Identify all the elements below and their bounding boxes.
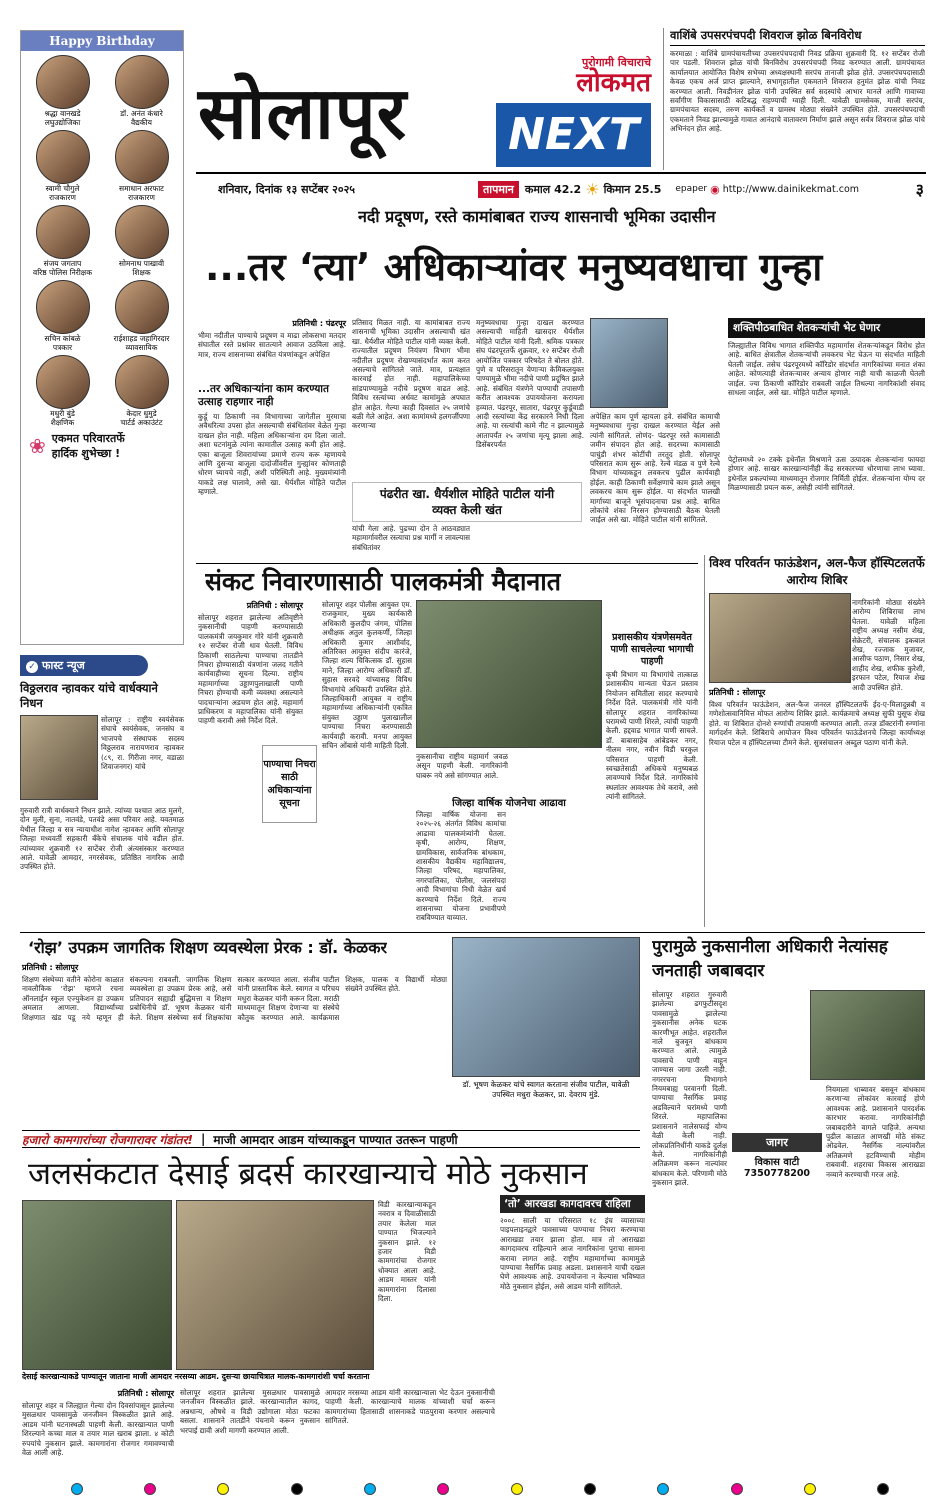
temperature-label: तापमान	[478, 181, 519, 198]
flood-headline: पुरामुळे नुकसानीला अधिकारी नेत्यांसह जनताही जबाबदार	[652, 937, 888, 981]
person-name: समाधान अरफाट	[119, 184, 164, 193]
registration-mark-icon	[511, 1483, 523, 1495]
second-col-right	[606, 600, 698, 925]
fast-news-label: फास्ट न्यूज	[42, 659, 85, 672]
masthead	[196, 55, 651, 180]
brand-logo: लोकमत	[576, 68, 651, 98]
registration-mark-icon	[217, 1483, 229, 1495]
flood-body-2	[732, 990, 807, 1125]
fast-news-body: सोलापूर : राष्ट्रीय स्वयंसेवक संघाचे स्वयंसेवक, जनसंघ व भाजपचे संस्थापक सदस्य विठ्ठलराव नारायणराव न्हावकर (८९, रा. गिरीजा नगर, वडाळा शिवाजनगर) यांचे	[101, 715, 184, 772]
second-body-5a	[606, 600, 698, 630]
lead-pullquote	[352, 482, 582, 522]
tq-box	[500, 1195, 645, 1475]
birthday-person	[102, 280, 181, 352]
story-body: करमाळा : वाशिंबे ग्रामपंचायतीच्या उपसरपंचपदाची निवड प्रक्रिया शुक्रवारी दि. १२ सप्टेंबर रोजी पार पडली. शिवराज झोळ यांची बिनविरोध उपसरपंचपदी निवड करण्यात आली. ग्रामपंचायत कार्यालयात आयोजित विशेष सभेच्या अध्यक्षस्थानी सरपंच तानाजी झोळ होते. उपसरपंचपदासाठी केवळ एकच अर्ज प्राप्त झाल्याने, सभागृहातील एकमताने शिवराज हनुमंत झोळ यांची निवड करण्यात आली. निवडीनंतर झोळ यांनी उपस्थित सर्व सदस्यांचे आभार मानले आणि गावाच्या सर्वांगीण विकासासाठी कटिबद्ध राहण्याची ग्वाही दिली. यावेळी ग्रामसेवक, माजी सरपंच, ग्रामपंचायत सदस्य, तरुण कार्यकर्ते व ग्रामस्थ मोठ्या संख्येने उपस्थित होते. उपसरपंचपदाची एकमताने निवड झाल्यामुळे गावात आनंदाचे वातावरण निर्माण झाले असून सर्वत्र शिवराज झोळ यांचे अभिनंदन होत आहे.	[670, 49, 925, 134]
second-subhead-1: जिल्हा वार्षिक योजनेचा आढावा	[452, 798, 566, 809]
desai-body-2: सोलापूर शहरात झालेल्या मुसळधार पावसामुळे जनजीवन विस्कळीत झाले. कारखान्यातील कागद, अन्नधान्य, औषधे व विडी उद्योगाला मोठा फटका बसला. शासनाने तातडीने पंचनामे करून नुकसान भरपाई द्यावी अशी मागणी करण्यात आली.	[180, 1388, 320, 1435]
roza-text: शिक्षण संस्थेच्या वतीने कोरोना काळात नावलौकिक ‘रोझ’ म्हणजे रचना ऑनलाईन स्कूल एज्युकेशन हा उपक्रम अमलात आणला. विद्यार्थ्यांच्या शिक्षणात खंड पडू नये म्हणून ही संकल्पना राबवली. जागतिक शिक्षण व्यवस्थेला हा उपक्रम प्रेरक आहे, असे प्रतिपादन सह्याद्री बुद्धिमत्ता व शिक्षण प्रबोधिनीचे डॉ. भूषण केळकर यांनी केले. शिक्षण संस्थेच्या सर्व शिक्षकांचा सत्कार करण्यात आला. संजीव पाटील यांनी प्रास्ताविक केले. स्वागत व परिचय मधुरा केळकर यांनी करून दिला. मराठी माध्यमातून शिक्षण देणाऱ्या या संस्थेचे कौतुक करण्यात आले. कार्यक्रमास शिक्षक, पालक व विद्यार्थी मोठ्या संख्येने उपस्थित होते.	[22, 975, 447, 1022]
avatar	[36, 355, 90, 409]
second-body-4: जिल्हा वार्षिक योजना सन २०२५-२६ अंतर्गत विविध कामांचा आढावा पालकमंत्र्यांनी घेतला. कृषी, आरोग्य, शिक्षण, ग्रामविकास, सार्वजनिक बांधकाम, शासकीय वैद्यकीय महाविद्यालय, जिल्हा परिषद, महापालिका, नगरपालिका, पोलीस, जलसंपदा आदी विभागांचा निधी वेळेत खर्च करण्याचे निर्देश दिले. राज्य शासनाच्या योजना प्रभावीपणे राबविण्यात याव्यात.	[416, 810, 506, 923]
person-name: मधुरी बुंडे	[50, 409, 75, 418]
byline: प्रतिनिधी : सोलापूर	[117, 1389, 174, 1398]
byline: प्रतिनिधी : सोलापूर	[246, 601, 303, 610]
story-headline: वाशिंबे उपसरपंचपदी शिवराज झोळ बिनविरोध	[670, 28, 925, 46]
fast-news-body-2: गुरुवारी रात्री वार्धक्याने निधन झाले. त्यांच्या पश्चात आठ मुलगे, दोन मुली, सुना, नातवंडे, पतवंडे असा परिवार आहे. यवतमाळ येथील जिल्हा व सत्र न्यायाधीश नागेश न्हावकर आणि सोलापूर जिल्हा मध्यवर्ती सहकारी बँकेचे संचालक यांचे वडील होत. त्यांच्यावर शुक्रवारी १२ सप्टेंबर रोजी अंत्यसंस्कार करण्यात आले. यावेळी आमदार, नगरसेवक, प्रतिष्ठित नागरिक आदी उपस्थित होते.	[20, 806, 184, 872]
desai-body-3b	[440, 1200, 495, 1375]
person-role: लघुउद्योजिका	[44, 118, 81, 127]
registration-mark-icon	[657, 1483, 669, 1495]
avatar	[36, 130, 90, 184]
ticker-bar	[22, 1130, 640, 1148]
person-name: सोमनाथ पाखावी	[118, 259, 165, 268]
registration-mark-icon	[584, 1483, 596, 1495]
byline: प्रतिनिधी : सोलापूर	[709, 688, 766, 697]
fast-news	[20, 655, 184, 925]
lead-body-3b	[476, 524, 584, 562]
fast-news-headline: विठ्ठलराव न्हावकर यांचे वार्धक्याने निधन	[20, 681, 158, 710]
tq-headline: ‘तो’ आरखडा कागदावरच राहिला	[500, 1195, 645, 1213]
pullquote-text: पाण्याचा निचरा साठी अधिकाऱ्यांना सूचना	[263, 759, 316, 809]
byline: प्रतिनिधी : सोलापूर	[22, 963, 79, 972]
globe-icon: ◉	[710, 182, 720, 196]
desai-photo-1	[22, 1200, 172, 1370]
brand-tagline: पुरोगामी विचाराचे	[581, 56, 651, 69]
date-bar	[218, 178, 924, 200]
roza-caption: डॉ. भूषण केळकर यांचे स्वागत करताना संजीव पाटील, यावेळी उपस्थित मधुरा केळकर, प्रा. देवराय मुंडे.	[462, 1080, 630, 1099]
birthday-heading: Happy Birthday	[21, 31, 183, 51]
second-pullquote	[262, 745, 317, 823]
desai-headline: जलसंकटात देसाई ब्रदर्स कारखान्याचे मोठे नुकसान	[28, 1156, 588, 1192]
sun-icon: ☀	[585, 179, 600, 199]
avatar	[115, 130, 169, 184]
jagar-box	[732, 1133, 822, 1193]
registration-mark-icon	[71, 1483, 83, 1495]
greeting-line-2: हार्दिक शुभेच्छा !	[51, 447, 121, 460]
second-subhead-2: प्रशासकीय यंत्रणेसमवेत पाणी साचलेल्या भागाची पाहणी	[610, 632, 694, 667]
second-body-2: सोलापूर शहर पोलीस आयुक्त एम. राजकुमार, मुख्य कार्यकारी अधिकारी कुलदीप जंगम, पोलिस अधीक्षक अतुल कुलकर्णी, जिल्हा अधिकारी कुमार आशीर्वाद, अतिरिक्त आयुक्त संदीप कारंजे, जिल्हा शल्य चिकित्सक डॉ. सुहास माने, जिल्हा आरोग्य अधिकारी डॉ. सुहास सरवदे यांच्यासह विविध विभागांचे अधिकारी उपस्थित होते. जिल्हाधिकारी आयुक्त व राष्ट्रीय महामार्गाच्या अधिकाऱ्यांनी एकत्रित संयुक्त उड्डाण पुलाखालील पाण्याचा निचरा करण्यासाठी कार्यवाही करावी. मनपा आयुक्त सचिन ओंबासे यांनी माहिती दिली.	[322, 600, 412, 751]
greeting	[21, 427, 183, 461]
birthday-person	[23, 355, 102, 427]
byline: प्रतिनिधी : पंढरपूर	[292, 319, 346, 328]
desai-photo-2	[176, 1200, 374, 1370]
lead-body-3: मनुष्यवधाचा गुन्हा दाखल करण्यात असल्याची माहिती खासदार धैर्यशील मोहिते पाटील यांनी दिली. श्रमिक पत्रकार संघ पंढरपूरतर्फे शुक्रवार, १२ सप्टेंबर रोजी आयोजित पत्रकार परिषदेत ते बोलत होते. पुणे व परिसरातून येणाऱ्या केमिकलयुक्त पाण्यामुळे भीमा नदीचे पाणी प्रदूषित झाले आहे. संबंधित यंत्रणेने पाण्याची तपासणी करीत आवश्यक उपाययोजना करायला हव्यात. पंढरपूर, सातारा, पंढरपूर कुर्डूवाडी आदी रस्त्यांच्या केंद्र सरकारने निधी दिला आहे. या रस्त्यांची कामे नीट न झाल्यामुळे आतापर्यंत २५ जणांचा मृत्यू झाला आहे. डिसेंबरपर्यंत	[476, 318, 584, 450]
birthday-person	[102, 55, 181, 127]
hospital-body-2: नागरिकांनी मोठ्या संख्येने आरोग्य शिबिराचा लाभ घेतला. यावेळी महिला राष्ट्रीय अध्यक्ष नसीम शेख, सेक्रेटरी, संचालक इकबाल शेख, रज्जाक मुजावर, आसीफ पठाण, निसार शेख, शाहीद शेख, शफीक कुरेशी, इरफान पटेल, रियाज शेख आदी उपस्थित होते.	[852, 598, 925, 692]
person-role: पत्रकार	[52, 343, 73, 352]
jagar-label: जागर	[732, 1133, 822, 1152]
meeting-photo	[416, 600, 602, 748]
birthday-person	[102, 205, 181, 277]
birthday-person	[23, 130, 102, 202]
registration-mark-icon	[731, 1483, 743, 1495]
ticker-left: हजारो कामगारांच्या रोजगारावर गंडांतर!	[22, 1132, 194, 1147]
person-name: संजय जगताप	[43, 259, 82, 268]
lead-body-4-side	[672, 318, 722, 410]
pullquote-text: पंढरीत खा. धैर्यशील मोहिते पाटील यांनी व्यक्त केली खंत	[379, 487, 555, 517]
person-role: शिक्षक	[132, 268, 151, 277]
edition-date: शनिवार, दिनांक १३ सप्टेंबर २०२५	[218, 182, 356, 196]
desai-body-4: आमदार नरसय्या आडम यांनी कारखान्याला भेट देऊन नुकसानीची पाहणी केली. कारखान्याचे मालक यांच्याशी चर्चा करून कामगारांच्या हितासाठी शासनाकडे पाठपुरावा करणार असल्याचे सांगितले.	[325, 1388, 495, 1426]
desai-body-3: विडी कारखान्याकडून नवरात्र व दिवाळीसाठी तयार केलेला माल पाण्यात भिजल्याने नुकसान झाले. १२ हजार विडी कामगारांचा रोजगार धोक्यात आला आहे. आडम मास्तर यांनी कामगारांना दिलासा दिला.	[378, 1200, 436, 1304]
section-rule	[20, 932, 925, 933]
lead-body-2b: यांची गेला आहे. पुढच्या दोन ते आठवड्यात महामार्गावरील रस्त्याचा प्रश्न मार्गी न लावल्यास संबंधितांवर	[352, 524, 470, 552]
person-name: स्वामी चौगुले	[45, 184, 80, 193]
flood-body-4	[732, 1200, 822, 1465]
roza-headline: ‘रोझ’ उपक्रम जागतिक शिक्षण व्यवस्थेला प्रेरक : डॉ. केळकर	[28, 938, 388, 957]
birthday-person	[23, 280, 102, 352]
section-rule	[196, 563, 698, 564]
side-story-body-2: पेट्रोलमध्ये २० टक्के इथेनॉल मिश्रणाने ऊस उत्पादक शेतकऱ्यांना फायदा होणार आहे. साखर कारखान्यांनीही केंद्र सरकारच्या धोरणाचा लाभ घ्यावा. इथेनॉल प्रकल्पांच्या माध्यमातून रोजगार निर्मिती होईल. शेतकऱ्यांना योग्य दर मिळण्यासाठी प्रयत्न करू, असेही त्यांनी सांगितले.	[728, 455, 925, 493]
tq-body: २००८ साली या परिसरात १८ इंच व्यासाच्या पाइपलाइनद्वारे पावसाच्या पाण्याचा निचरा करण्याचा आराखडा तयार झाला होता. मात्र तो आराखडा कागदावरच राहिल्याने आज नागरिकांना पुराचा सामना करावा लागत आहे. राष्ट्रीय महामार्गाच्या कामामुळे पाण्याचा नैसर्गिक प्रवाह अडला. प्रशासनाने याची दखल घेणे आवश्यक आहे. उपाययोजना न केल्यास भविष्यात मोठे नुकसान होईल, असे आडम यांनी सांगितले.	[500, 1216, 645, 1291]
fast-news-icon: ✓	[26, 661, 38, 673]
registration-bar	[40, 1482, 920, 1496]
registration-mark-icon	[804, 1483, 816, 1495]
brand-block	[491, 55, 651, 96]
roza-photo	[452, 937, 640, 1077]
lead-kicker: नदी प्रदूषण, रस्ते कामांबाबत राज्य शासनाची भूमिका उदासीन	[358, 207, 716, 226]
author-name: विकास वाटी	[754, 1157, 800, 1168]
registration-mark-icon	[144, 1483, 156, 1495]
person-role: राजकारण	[49, 193, 76, 202]
fast-news-band	[20, 655, 148, 676]
flower-icon: ❀	[29, 434, 46, 458]
lead-body-2: प्रतिसाद मिळत नाही. या कामांबाबत राज्य शासनाची भूमिका उदासीन असल्याची खंत खा. धैर्यशील मोहिते पाटील यांनी व्यक्त केली. राज्यातील प्रदूषण नियंत्रण विभाग भीमा नदीतील प्रदूषण रोखण्यासंदर्भात काम करत असल्याचे सांगितले जाते. मात्र, प्रत्यक्षात कारवाई होत नाही. महापालिकेच्या सांडपाण्यामुळे नदीचे प्रदूषण वाढत आहे. विविध रस्त्यांच्या अर्धवट कामांमुळे अपघात होत आहेत. गेल्या काही दिवसांत २५ जणांचे बळी गेले आहेत. अशा कामांमध्ये हलगर्जीपणा करणाऱ्या	[352, 318, 470, 431]
avatar	[115, 355, 169, 409]
flood-body-5	[652, 1315, 727, 1470]
roza-body	[22, 962, 447, 1117]
website-link[interactable]: http://www.dainikekmat.com	[722, 183, 860, 195]
side-story-body: जिल्ह्यातील विविध भागात शक्तिपीठ महामार्गास शेतकऱ्यांकडून विरोध होत आहे. बाधित क्षेत्रातील शेतकऱ्यांची लवकरच भेट घेऊन या संदर्भात माहिती घेतली जाईल. तसेच पंढरपूरमध्ये कॉरिडोर संदर्भात नागरिकांच्या मनात शंका आहेत. कोणत्याही शेतकऱ्यावर अन्याय होणार नाही याची काळजी घेतली जाईल. ज्या ठिकाणी कॉरिडोर राबवली जाईल तिथल्या नागरिकांशी संवाद साधला जाईल, असे खा. मोहिते पाटील म्हणाले.	[728, 341, 925, 398]
lead-body-1: भीमा नदीतील पाण्याचे प्रदूषण व माढा लोकसभा मतदार संघातील रस्ते प्रश्नांवर सातत्याने आवाज उठविला आहे. मात्र, राज्य शासनाच्या संबंधित यंत्रणांकडून अपेक्षित	[198, 331, 346, 359]
registration-mark-icon	[877, 1483, 889, 1495]
birthday-grid	[21, 51, 183, 427]
lead-body-4: अपेक्षित काम पूर्ण व्हायला हवे. संबंधित कामाची मनुष्यवधाचा गुन्हा दाखल करण्यात येईल असे त्यांनी सांगितले. लोणंद- पंढरपूर रस्ते कामासाठी जमीन संपादन होत आहे. सदरच्या कामासाठी पाचुंडी शंभर कोटींची तरतूद होती. सोलापूर परिसरात काम सुरू आहे. रेल्वे मंडळ व पुणे रेल्वे विभाग यांच्याकडून लवकरच पुढील कार्यवाही होईल. काही ठिकाणी सर्वेक्षणाचे काम झाले असून लवकरच काम सुरू होईल. या संदर्भात पालखी मार्गाच्या बाजूने भूसंपादनाचा प्रश्न आहे. बाधित लोकांचे शंका निरसन होण्यासाठी बैठक घेतली जाईल असे खा. मोहिते पाटील यांनी सांगितले.	[590, 412, 720, 525]
second-headline: संकट निवारणासाठी पालकमंत्री मैदानात	[205, 567, 562, 596]
ticker-right: माजी आमदार आडम यांच्याकडून पाण्यात उतरून पाहणी	[213, 1132, 458, 1147]
greeting-line-1: एकमत परिवारतर्फे	[51, 432, 125, 445]
second-body-5: कृषी विभाग या विभागांचे तात्काळ प्रशासकीय मान्यता घेऊन प्रस्ताव नियोजन समितीला सादर करण्याचे निर्देश दिले. पालकमंत्री गोरे यांनी सोलापूर शहरात नागरिकांच्या घरामध्ये पाणी शिरले, त्यांची पाहणी केली. हद्दवाढ भागात पाणी साचले. डॉ. बाबासाहेब आंबेडकर नगर, नीलम नगर, नवीन विडी घरकुल परिसरात पाहणी केली. स्वच्छतेसाठी अधिकचे मनुष्यबळ लावण्याचे निर्देश दिले. नागरिकांचे स्थलांतर आवश्यक तेथे करावे, असे त्यांनी सांगितले.	[606, 670, 698, 802]
author-phone: 7350778200	[743, 1168, 811, 1179]
hospital-body: विश्व परिवर्तन फाऊंडेशन, अल-फैज जनरल हॉस्पिटलतर्फे ईद-ए-मिलादुन्नबी व गणेशोत्सवानिमित्त मोफत आरोग्य शिबिर झाले. कार्यक्रमाचे अध्यक्ष सुफी युसूफ शेख होते. या शिबिरात दोनशे रुग्णांची तपासणी करण्यात आली. तज्ज्ञ डॉक्टरांनी रुग्णांना मार्गदर्शन केले. शिबिराचे आयोजन विश्व परिवर्तन फाऊंडेशनचे जिल्हा कार्याध्यक्ष रियाज पटेल व हॉस्पिटलच्या टीमने केले. सुत्रसंचालन अब्दुल पठाण यांनी केले.	[709, 700, 925, 747]
person-name: डॉ. अनंत कंधारे	[120, 109, 163, 118]
avatar	[36, 205, 90, 259]
lead-subhead: ...तर अधिकाऱ्यांना काम करण्यात उत्साह राहणार नाही	[198, 383, 329, 408]
second-body-1: सोलापूर शहरात झालेल्या अतिवृष्टीने नुकसानीची पाहणी करण्यासाठी पालकमंत्री जयकुमार गोरे यांनी शुक्रवारी १२ सप्टेंबर रोजी धाव घेतली. विविध ठिकाणी साठलेल्या पाण्याचा तातडीने निचरा होण्यासाठी यंत्रणांना जलद गतीने कार्यवाहीच्या सूचना दिल्या. राष्ट्रीय महामार्गाच्या उड्डाणपुलाखाली पाणी निचरा होण्याची कमी व्यवस्था असल्याने पादचाऱ्यांना अडचण होत आहे. महामार्ग प्राधिकरण व महापालिका यांनी संयुक्त पाहणी करावी असे निर्देश दिले.	[198, 613, 303, 726]
person-role: व्यावसायिक	[125, 343, 158, 352]
masthead-rule	[196, 172, 926, 174]
flood-body-3: नियमाला धाब्यावर बसवून बांधकाम करणाऱ्या लोकांवर कारवाई होणे आवश्यक आहे. प्रशासनाने पारदर्शक कारभार करावा. नागरिकांनीही जबाबदारीने वागले पाहिजे. अन्यथा पुढील काळात आणखी मोठे संकट ओढवेल. नैसर्गिक नाल्यांवरील अतिक्रमणे हटविण्याची मोहीम राबवावी. शहराचा विकास आराखडा नव्याने करण्याची गरज आहे.	[826, 1085, 925, 1179]
page-number: ३	[915, 180, 924, 199]
desai-caption: देसाई कारखान्याकडे पाण्यातून जाताना माजी आमदार नरसय्या आडम. दुसऱ्या छायाचित्रात मालक-कामगारांशी चर्चा करताना	[22, 1372, 370, 1381]
birthday-person	[23, 55, 102, 127]
registration-mark-icon	[437, 1483, 449, 1495]
person-role: वैद्यकीय	[131, 118, 152, 127]
side-story	[728, 318, 925, 563]
avatar	[36, 55, 90, 109]
flood-body: सोलापूर शहरात गुरुवारी झालेल्या ढगफुटीसदृश पावसामुळे झालेल्या नुकसानीस अनेक घटक कारणीभूत आहेत. शहरातील नाले बुजवून बांधकाम करण्यात आले. त्यामुळे पावसाचे पाणी वाहून जाण्यास जागा उरली नाही. नगररचना विभागाने नियमबाह्य परवानगी दिली. पाण्याचा नैसर्गिक प्रवाह अडविल्याने घरांमध्ये पाणी शिरले. महापालिका प्रशासनाने नालेसफाई योग्य वेळी केली नाही. लोकप्रतिनिधींनी याकडे दुर्लक्ष केले. नागरिकांनीही अतिक्रमण करून नाल्यांवर बांधकाम केले. परिणामी मोठे नुकसान झाले.	[652, 990, 727, 1188]
birthday-panel	[20, 30, 184, 645]
flood-photo	[810, 990, 925, 1080]
side-story-headline: शक्तिपीठबाधित शेतकऱ्यांची भेट घेणार	[728, 318, 925, 338]
desai-body-1: सोलापूर शहर व जिल्ह्यात गेल्या दोन दिवसांपासून झालेल्या मुसळधार पावसामुळे जनजीवन विस्कळीत झाले आहे. आडम यांनी घटनास्थळी पाहणी केली. कारखान्यात पाणी शिरल्याने कच्चा माल व तयार माल खराब झाला. ४ कोटी रुपयांचे नुकसान झाले. कामगारांना रोजगार गमावण्याची वेळ आली आहे.	[22, 1401, 174, 1458]
registration-mark-icon	[364, 1483, 376, 1495]
avatar	[115, 55, 169, 109]
birthday-person	[102, 355, 181, 427]
second-body-4b	[510, 752, 602, 925]
temperature-min: किमान 25.5	[603, 182, 662, 196]
person-name: सचिन कांबळे	[44, 334, 81, 343]
avatar	[115, 205, 169, 259]
second-body-3: नुकसानीचा राष्ट्रीय महामार्ग जवळ असून पाहणी केली. नागरिकांनी घाबरू नये असे सांगण्यात आले.	[416, 752, 508, 780]
right-top-story	[663, 28, 925, 170]
temperature-max: कमाल 42.2	[524, 182, 582, 196]
avatar	[115, 280, 169, 334]
lead-headline: ...तर ‘त्या’ अधिकाऱ्यांवर मनुष्यवधाचा गुन्हा	[205, 245, 823, 289]
desai-col-1	[22, 1388, 174, 1473]
person-role: वरिष्ठ पोलिस निरीक्षक	[33, 268, 92, 277]
person-name: राईशाहड जहागिरदार	[113, 334, 170, 343]
birthday-person	[102, 130, 181, 202]
epaper-label: epaper	[675, 184, 708, 194]
news-photo	[20, 715, 98, 800]
registration-mark-icon	[291, 1483, 303, 1495]
person-name: श्रद्धा वानखडे	[44, 109, 81, 118]
mp-photo	[590, 318, 668, 408]
avatar	[36, 280, 90, 334]
person-role: शैक्षणिक	[50, 418, 75, 427]
masthead-title: सोलापूर	[198, 71, 408, 155]
camp-photo	[709, 593, 851, 683]
birthday-person	[23, 205, 102, 277]
person-role: चार्टर्ड अकाउंटंट	[120, 418, 163, 427]
ticker-separator: |	[201, 1132, 206, 1146]
person-name: केदार धुमुडे	[126, 409, 157, 418]
hospital-headline: विश्व परिवर्तन फाऊंडेशन, अल-फैज हॉस्पिटलतर्फे आरोग्य शिबिर	[709, 556, 925, 587]
lead-body-1b: कुर्डू या ठिकाणी नव विभागाच्या जागेतील मुरमाचा अवैधरित्या उपसा होत असल्याची संबंधितांवर वेळेत गुन्हा दाखल होत नाही. महिला अधिकाऱ्यांना दम दिला जातो. अशा घटनांमुळे त्यांना कामातील उत्साह कमी होत आहे. एका बाजूला शिवरायांच्या प्रमाणे राज्य करू म्हणायचे आणि दुसऱ्या बाजूला दादोजींवरील गुन्ह्यांवर कोणताही धोरण घ्यायचे नाही, अशी परिस्थिती आहे. मुख्यमंत्र्यांनी याकडे लक्ष घालावे, असे खा. धैर्यशील मोहिते पाटील म्हणाले.	[198, 412, 346, 497]
next-logo: NEXT	[496, 103, 651, 167]
person-role: राजकारण	[128, 193, 155, 202]
